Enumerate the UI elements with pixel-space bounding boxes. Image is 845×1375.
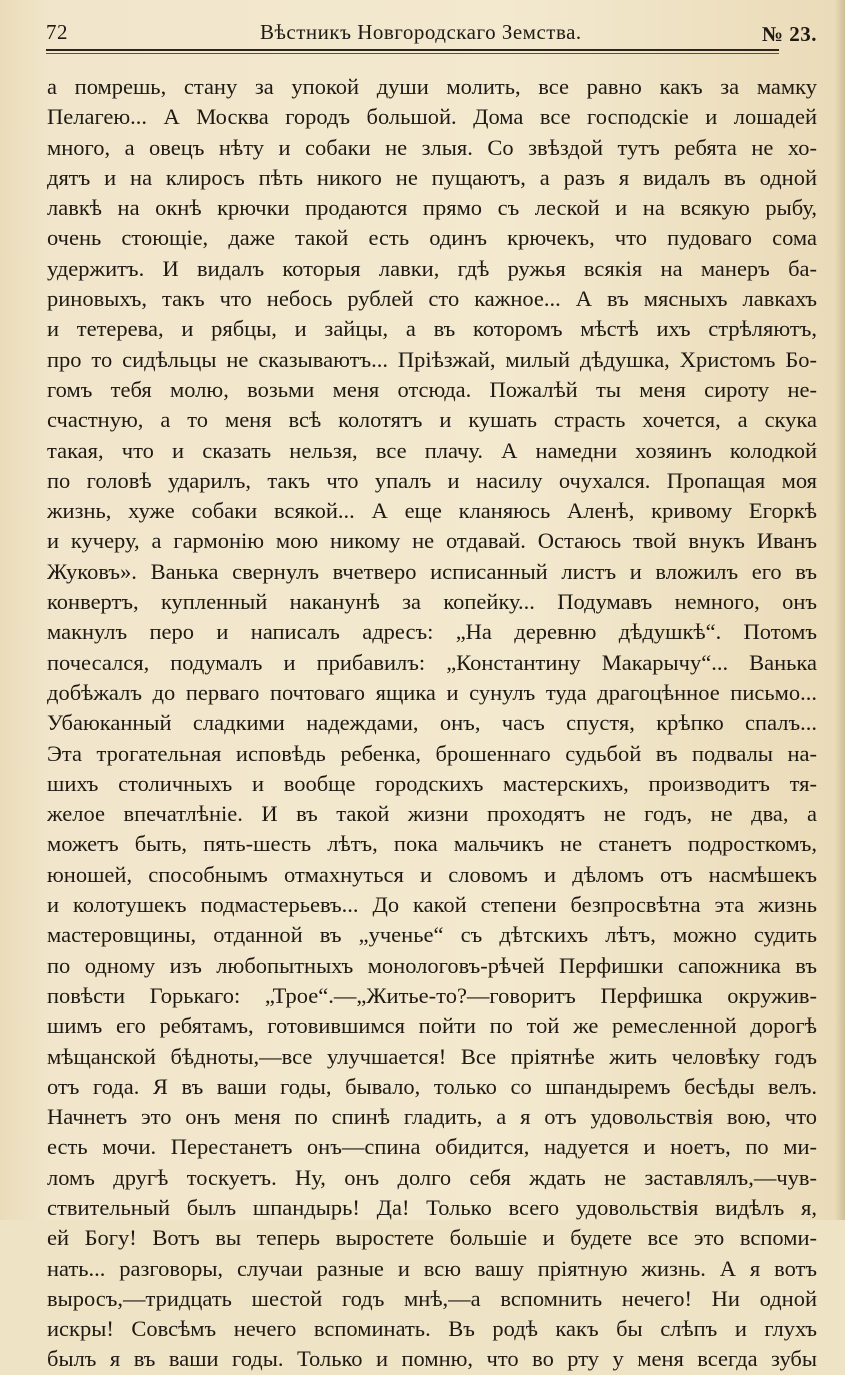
text-line: и кучеру, а гармонію мою никому не отдавай. Остаюсь твой внукъ Иванъ xyxy=(47,528,817,554)
text-line: почесался, подумалъ и прибавилъ: „Константину Макарычу“... Ванька xyxy=(47,649,817,675)
text-line: ей Богу! Вотъ вы теперь выростете большіе и будете все это вспоми- xyxy=(47,1225,817,1251)
text-line: мѣщанской бѣдноты,—все улучшается! Все пріятнѣе жить человѣку годъ xyxy=(47,1043,817,1069)
text-line: конвертъ, купленный наканунѣ за копейку... Подумавъ немного, онъ xyxy=(47,589,817,615)
text-line: можетъ быть, пять-шесть лѣтъ, пока мальчикъ не станетъ подросткомъ, xyxy=(47,831,817,857)
text-line: удержитъ. И видалъ которыя лавки, гдѣ ружья всякія на манеръ ба- xyxy=(47,255,817,281)
text-line: и тетерева, и рябцы, и зайцы, а въ которомъ мѣстѣ ихъ стрѣляютъ, xyxy=(47,316,817,342)
text-line: есть мочи. Перестанетъ онъ—спина обидится, надуется и ноетъ, по ми- xyxy=(47,1134,817,1160)
text-line: выросъ,—тридцать шестой годъ мнѣ,—а вспомнить нечего! Ни одной xyxy=(47,1285,817,1311)
text-line: Жуковъ». Ванька свернулъ вчетверо исписанный листъ и вложилъ его въ xyxy=(47,558,817,584)
text-line: Начнетъ это онъ меня по спинѣ гладить, а я отъ удовольствія вою, что xyxy=(47,1104,817,1130)
text-line: ствительный былъ шпандырь! Да! Только всего удовольствія видѣлъ я, xyxy=(47,1194,817,1220)
text-line: гомъ тебя молю, возьми меня отсюда. Пожалѣй ты меня сироту не- xyxy=(47,376,817,402)
text-line: Убаюканный сладкими надеждами, онъ, часъ спустя, крѣпко спалъ... xyxy=(47,710,817,736)
text-line: былъ я въ ваши годы. Только и помню, что во рту у меня всегда зубы xyxy=(47,1346,817,1372)
text-line: про то сидѣльцы не сказываютъ... Пріѣзжай, милый дѣдушка, Христомъ Бо- xyxy=(47,346,817,372)
text-line: счастную, а то меня всѣ колотятъ и кушать страсть хочется, а скука xyxy=(47,407,817,433)
text-line: жизнь, хуже собаки всякой... А еще кланяюсь Аленѣ, кривому Егоркѣ xyxy=(47,498,817,524)
text-line: отъ года. Я въ ваши годы, бывало, только со шпандыремъ бесѣды велъ. xyxy=(47,1073,817,1099)
text-line: очень стоющіе, даже такой есть одинъ крючекъ, что пудоваго сома xyxy=(47,225,817,251)
running-header xyxy=(46,18,817,54)
text-line: юношей, способнымъ отмахнуться и словомъ и дѣломъ отъ насмѣшекъ xyxy=(47,861,817,887)
text-line: такая, что и сказать нельзя, все плачу. А намедни хозяинъ колодкой xyxy=(47,437,817,463)
text-line: макнулъ перо и написалъ адресъ: „На деревню дѣдушкѣ“. Потомъ xyxy=(47,619,817,645)
text-line: риновыхъ, такъ что небось рублей сто кажное... А въ мясныхъ лавкахъ xyxy=(47,286,817,312)
text-line: искры! Совсѣмъ нечего вспоминать. Въ родѣ какъ бы слѣпъ и глухъ xyxy=(47,1316,817,1342)
text-line: по головѣ ударилъ, такъ что упалъ и насилу очухался. Пропащая моя xyxy=(47,467,817,493)
text-line: много, а овецъ нѣту и собаки не злыя. Со звѣздой тутъ ребята не хо- xyxy=(47,134,817,160)
page-number: 72 xyxy=(46,20,68,44)
text-line: мастеровщины, отданной въ „ученье“ съ дѣтскихъ лѣтъ, можно судить xyxy=(47,922,817,948)
text-line: желое впечатлѣніе. И въ такой жизни проходятъ не годъ, не два, а xyxy=(47,801,817,827)
text-line: повѣсти Горькаго: „Трое“.—„Житье-то?—говоритъ Перфишка окружив- xyxy=(47,982,817,1008)
text-line: и колотушекъ подмастерьевъ... До какой степени безпросвѣтна эта жизнь xyxy=(47,892,817,918)
body-text xyxy=(47,72,817,1375)
text-line: шихъ столичныхъ и вообще городскихъ мастерскихъ, производитъ тя- xyxy=(47,770,817,796)
text-line: по одному изъ любопытныхъ монологовъ-рѣчей Перфишки сапожника въ xyxy=(47,952,817,978)
text-line: ломъ другѣ тоскуетъ. Ну, онъ долго себя ждать не заставлялъ,—чув- xyxy=(47,1164,817,1190)
text-line: дятъ и на клиросъ пѣть никого не пущаютъ, а разъ я видалъ въ одной xyxy=(47,164,817,190)
issue-number: № 23. xyxy=(761,22,817,46)
page-edge-shadow xyxy=(835,0,845,1220)
journal-title: Вѣстникъ Новгородскаго Земства. xyxy=(260,20,582,44)
text-line: нать... разговоры, случаи разные и всю вашу пріятную жизнь. А я вотъ xyxy=(47,1255,817,1281)
text-line: добѣжалъ до перваго почтоваго ящика и сунулъ туда драгоцѣнное письмо... xyxy=(47,679,817,705)
text-line: а помрешь, стану за упокой души молить, все равно какъ за мамку xyxy=(47,74,817,99)
text-line: шимъ его ребятамъ, готовившимся пойти по той же ремесленной дорогѣ xyxy=(47,1013,817,1039)
header-rule xyxy=(46,49,779,51)
text-line: Пелагею... А Москва городъ большой. Дома все господскіе и лошадей xyxy=(47,104,817,130)
text-line: лавкѣ на окнѣ крючки продаются прямо съ леской и на всякую рыбу, xyxy=(47,195,817,221)
header-rule-thin xyxy=(46,53,779,54)
text-line: Эта трогательная исповѣдь ребенка, брошеннаго судьбой въ подвалы на- xyxy=(47,740,817,766)
